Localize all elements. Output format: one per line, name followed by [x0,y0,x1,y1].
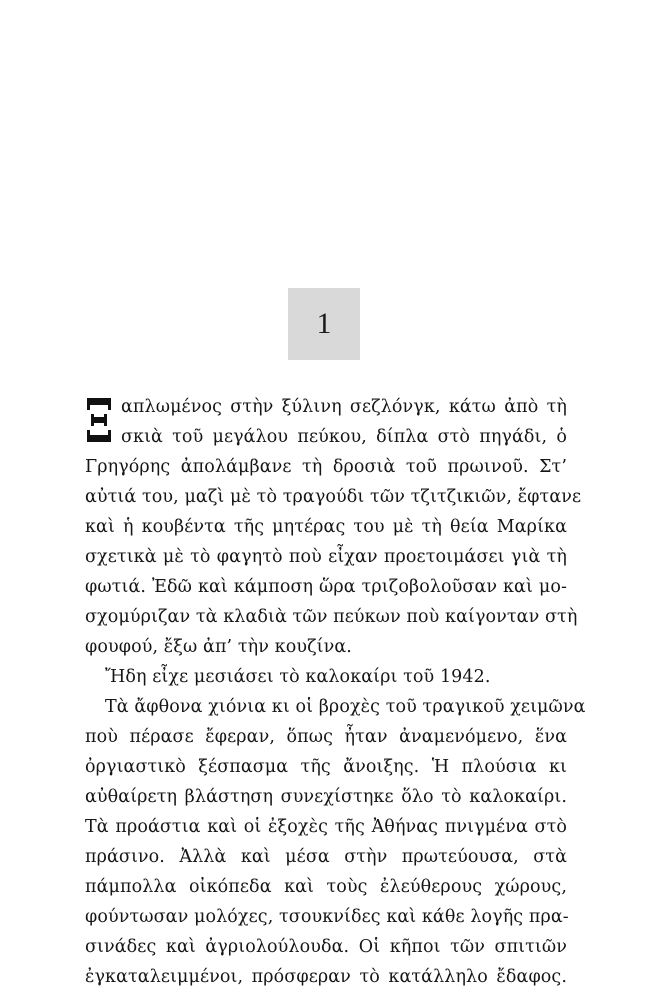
text-line: Ἤδη εἶχε μεσιάσει τὸ καλοκαίρι τοῦ 1942. [105,667,491,687]
text-line: ὀργιαστικὸ ξέσπασμα τῆς ἄνοιξης. Ἡ πλούσια κι [85,757,567,777]
paragraph-2 [85,662,567,692]
text-line: ἐγκαταλειμμένοι, πρόσφεραν τὸ κατάλληλο ἔδαφος. [85,967,567,987]
body-text [85,392,586,992]
text-line: αὐτιά του, μαζὶ μὲ τὸ τραγούδι τῶν τζιτζικιῶν, ἔφτανε [85,487,582,507]
text-line: σχετικὰ μὲ τὸ φαγητὸ ποὺ εἶχαν προετοιμάσει γιὰ τὴ [85,547,567,567]
paragraph-3 [85,692,586,992]
paragraph-1 [85,392,582,662]
drop-cap [85,396,115,444]
text-line: Τὰ προάστια καὶ οἱ ἐξοχὲς τῆς Ἀθήνας πνιγμένα στὸ [85,817,567,837]
text-line: αὐθαίρετη βλάστηση συνεχίστηκε ὅλο τὸ καλοκαίρι. [85,787,567,807]
text-line: φωτιά. Ἐδῶ καὶ κάμποση ὥρα τριζοβολοῦσαν καὶ μο- [85,577,567,597]
text-line: σινάδες καὶ ἀγριολούλουδα. Οἱ κῆποι τῶν σπιτιῶν [85,937,567,957]
text-line: καὶ ἡ κουβέντα τῆς μητέρας του μὲ τὴ θεία Μαρίκα [85,517,567,537]
text-line: ποὺ πέρασε ἔφεραν, ὅπως ἦταν ἀναμενόμενο, ἕνα [85,727,567,747]
text-line: φουφού, ἔξω ἀπ’ τὴν κουζίνα. [85,637,352,657]
text-line: πάμπολλα οἰκόπεδα καὶ τοὺς ἐλεύθερους χώρους, [85,877,567,897]
text-line: Γρηγόρης ἀπολάμβανε τὴ δροσιὰ τοῦ πρωινοῦ. Στ’ [85,457,567,477]
text-line: φούντωσαν μολόχες, τσουκνίδες καὶ κάθε λογῆς πρα- [85,907,569,927]
chapter-number: 1 [316,307,332,340]
text-line: πράσινο. Ἀλλὰ καὶ μέσα στὴν πρωτεύουσα, στὰ [85,847,567,867]
chapter-number-box [288,288,360,360]
text-line: σχομύριζαν τὰ κλαδιὰ τῶν πεύκων ποὺ καίγονταν στὴ [85,607,578,627]
text-line: απλωμένος στὴν ξύλινη σεζλόνγκ, κάτω ἀπὸ τὴ [121,397,567,417]
text-line: Τὰ ἄφθονα χιόνια κι οἱ βροχὲς τοῦ τραγικοῦ χειμῶνα [105,697,586,717]
text-line: σκιὰ τοῦ μεγάλου πεύκου, δίπλα στὸ πηγάδι, ὁ [121,427,567,447]
